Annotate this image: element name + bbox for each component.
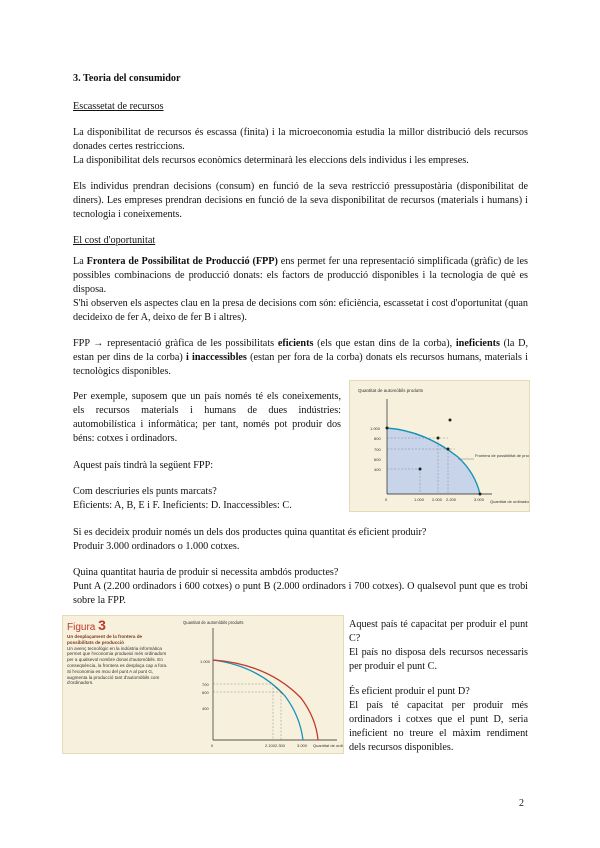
point-e	[386, 427, 389, 430]
y-tick: 600	[202, 690, 209, 695]
answer: El país té capacitat per produir més ordinadors i cotxes que el punt D, seria ineficient no treure el màxim rendiment dels recursos disponibles.	[349, 700, 528, 753]
answer: Produir 3.000 ordinadors o 1.000 cotxes.	[73, 541, 240, 552]
x-tick: 3.000	[297, 743, 308, 748]
point-a	[447, 448, 450, 451]
y-tick: 400	[374, 467, 381, 472]
x-tick: 2.000	[432, 497, 443, 502]
y-tick: 1.000	[200, 659, 211, 664]
answer: Eficients: A, B, E i F. Ineficients: D. Inaccessibles: C.	[73, 500, 292, 511]
fpp-shift-figure	[62, 615, 344, 754]
subheading-opportunity-cost: El cost d'oportunitat	[73, 235, 156, 246]
x-tick: 0	[385, 497, 388, 502]
paragraph: S'hi observen els aspectes clau en la presa de decisions com són: eficiència, escassetat i cost d'oportunitat (quan decideixo de fer A, deixo de fer B i altres).	[73, 298, 528, 323]
y-tick: 1.000	[370, 426, 381, 431]
figure-caption-body: Un avenç tecnològic en la indústria informàtica permet que l'economia produeixi més ordinadors per a qualsevol nombre donat d'automòbils. En conseqüència, la frontera es desplaça cap a fora. Si l'economia es mou del punt A al punt G, augmenta la producció tant d'automòbils com d'ordinadors.	[67, 645, 168, 686]
question: Si es decideix produir només un dels dos productes quina quantitat és eficient produir?	[73, 527, 427, 538]
paragraph: La disponibilitat de recursos és escassa (finita) i la microeconomia estudia la millor distribució dels recursos donades certes restriccions.	[73, 127, 528, 152]
paragraph: La disponibilitat dels recursos econòmics determinarà les eleccions dels individus i les empreses.	[73, 155, 469, 166]
question: Com descriuries els punts marcats?	[73, 486, 217, 497]
point-c	[449, 419, 452, 422]
fpp-annotation: Frontera de possibilitat de pro	[475, 453, 528, 458]
question: Quina quantitat hauria de produir si necessita ambdós productes?	[73, 567, 339, 578]
y-axis-label: Quantitat de automòbils produïts	[358, 388, 424, 393]
x-tick: 1.000	[414, 497, 425, 502]
fpp-figure	[349, 380, 530, 512]
question: Aquest país té capacitat per produir el punt C?	[349, 619, 528, 644]
figure-caption-title: Un desplaçament de la frontera de possibilitats de producció	[67, 634, 143, 645]
section-heading: 3. Teoria del consumidor	[73, 73, 181, 84]
answer: El país no disposa dels recursos necessaris per produir el punt C.	[349, 647, 528, 672]
question: És eficient produir el punt D?	[349, 686, 470, 697]
answer: Punt A (2.200 ordinadors i 600 cotxes) o punt B (2.000 ordinadors i 700 cotxes). O qualsevol punt que es trobi sobre la FPP.	[73, 581, 528, 606]
subheading-scarcity: Escassetat de recursos	[73, 101, 164, 112]
point-f	[479, 493, 482, 496]
y-tick: 400	[202, 706, 209, 711]
y-tick: 700	[202, 682, 209, 687]
paragraph-fpp-types: FPP → representació gràfica de les possibilitats eficients (els que estan dins de la corba), ineficients (la D, estan per dins de la corba) i inaccessibles (estan per fora de la corba) donats els recursos humans, materials i tecnològics disponibles.	[73, 338, 529, 377]
fpp-curve-original	[213, 660, 303, 740]
paragraph: Els individus prendran decisions (consum) en funció de la seva restricció pressupostària (disponibilitat de diners). Les empreses prendran decisions en funció de la seva disponibilitat de recursos (materials i humans) i tecnologia i coneixements.	[73, 181, 528, 220]
x-axis-label: Quantitat de ord	[313, 743, 342, 748]
y-tick: 600	[374, 457, 381, 462]
x-tick: 0	[211, 743, 214, 748]
y-tick: 800	[374, 436, 381, 441]
point-d	[419, 468, 422, 471]
x-tick: 3.000	[474, 497, 485, 502]
paragraph-fpp: La Frontera de Possibilitat de Producció (FPP) ens permet fer una representació simplificada (gràfic) de les possibles combinacions de producció donats: els factors de producció disponibles i la tecnologia de què es disposa.	[73, 256, 529, 295]
fpp-curve-shifted	[213, 660, 318, 740]
x-axis-label: Quantitat de ordinado	[490, 499, 529, 504]
y-axis-label: Quantitat de automòbils produïts	[183, 620, 244, 625]
y-tick: 700	[374, 447, 381, 452]
paragraph: Aquest país tindrà la següent FPP:	[73, 460, 214, 471]
point-b	[437, 437, 440, 440]
x-tick: 2.100	[265, 743, 276, 748]
figure-label: Figura 3	[67, 617, 106, 633]
x-tick: 2.300	[275, 743, 286, 748]
x-tick: 2.200	[446, 497, 457, 502]
page-number: 2	[519, 798, 524, 809]
paragraph-example: Per exemple, suposem que un país només té els coneixements, els recursos materials i humans de dues indústries: automobilística i informàtica; per tant, només pot produir dos béns: cotxes i ordinadors.	[73, 391, 341, 444]
